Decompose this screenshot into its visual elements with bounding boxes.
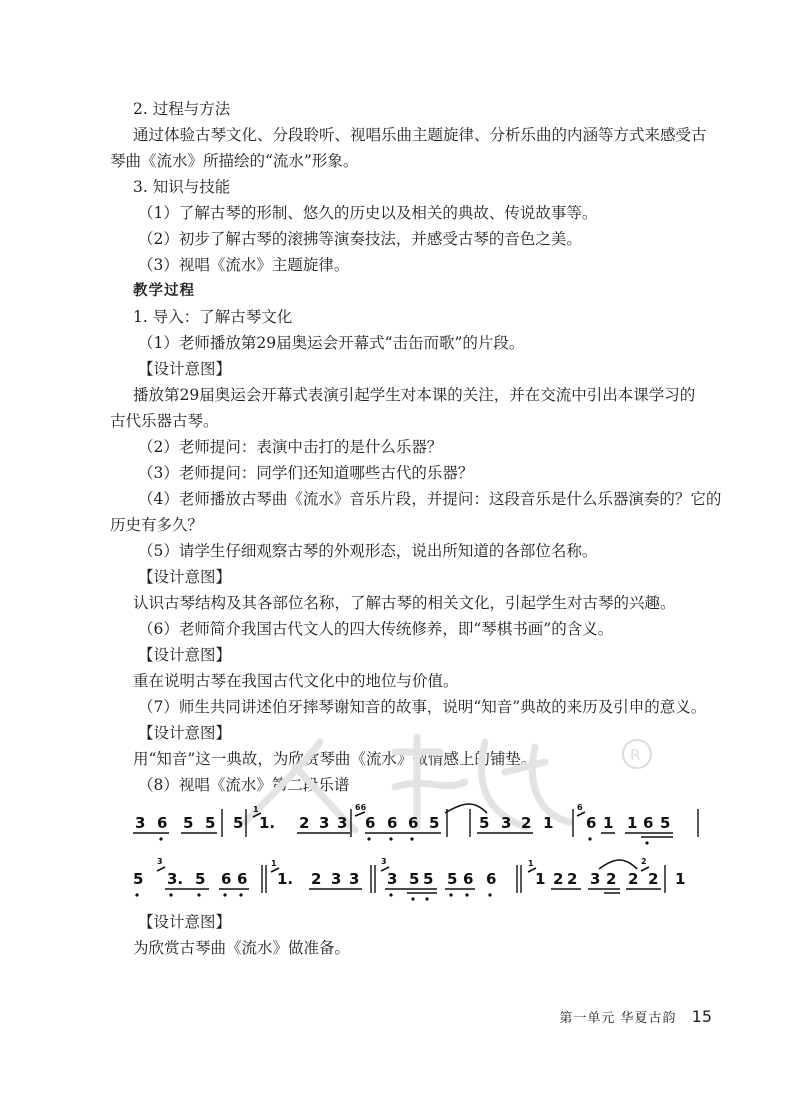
svg-text:5: 5 [133, 870, 144, 888]
svg-text:66: 66 [355, 803, 367, 812]
goal3-heading: 3. 知识与技能 [133, 178, 231, 196]
svg-text:1: 1 [627, 814, 638, 832]
svg-text:R: R [630, 746, 641, 764]
svg-text:3: 3 [337, 814, 348, 832]
design-intent-label: 【设计意图】 [138, 913, 232, 931]
score-row-1 [125, 795, 715, 851]
process-step: （7）师生共同讲述伯牙摔琴谢知音的故事，说明“知音”典故的来历及引申的意义。 [138, 698, 707, 716]
goal3-item: （3）视唱《流水》主题旋律。 [138, 256, 350, 274]
svg-text:1: 1 [271, 859, 277, 868]
svg-text:6: 6 [237, 870, 248, 888]
process-step: （8）视唱《流水》第二段乐谱 [138, 776, 350, 794]
process-intro: 1. 导入：了解古琴文化 [133, 308, 293, 326]
svg-text:2: 2 [567, 870, 578, 888]
svg-text:1: 1 [528, 859, 534, 868]
svg-text:6: 6 [463, 870, 474, 888]
goal2-heading: 2. 过程与方法 [133, 100, 231, 118]
unit-title: 第一单元 华夏古韵 [559, 1011, 677, 1026]
process-step: （4）老师播放古琴曲《流水》音乐片段，并提问：这段音乐是什么乐器演奏的？它的 [138, 490, 722, 508]
process-step-cont: 历史有多久？ [110, 516, 204, 534]
svg-text:5: 5 [409, 870, 420, 888]
design-intent-label: 【设计意图】 [138, 360, 232, 378]
svg-text:5: 5 [183, 814, 194, 832]
svg-text:2: 2 [628, 870, 639, 888]
svg-text:6: 6 [577, 803, 583, 812]
goal2-text-line1: 通过体验古琴文化、分段聆听、视唱乐曲主题旋律、分析乐曲的内涵等方式来感受古 [133, 126, 707, 144]
process-step: （2）老师提问：表演中击打的是什么乐器？ [138, 438, 443, 456]
svg-text:1: 1 [603, 814, 614, 832]
design-intent-text: 用“知音”这一典故，为欣赏琴曲《流水》做情感上的铺垫。 [133, 750, 537, 768]
svg-text:3: 3 [331, 870, 342, 888]
svg-text:5: 5 [479, 814, 490, 832]
svg-text:3: 3 [319, 814, 330, 832]
svg-text:2: 2 [553, 870, 564, 888]
design-intent-label: 【设计意图】 [138, 646, 232, 664]
svg-text:2: 2 [641, 857, 647, 866]
goal-process-method [110, 96, 722, 798]
svg-text:5: 5 [447, 870, 458, 888]
svg-text:1: 1 [535, 870, 546, 888]
jianpu-staff-row-1 [125, 795, 715, 851]
design-intent-text: 播放第29届奥运会开幕式表演引起学生对本课的关注，并在交流中引出本课学习的 [133, 386, 696, 404]
svg-text:1: 1 [543, 814, 554, 832]
svg-text:6: 6 [486, 870, 497, 888]
design-intent-text: 认识古琴结构及其各部位名称，了解古琴的相关文化，引起学生对古琴的兴趣。 [133, 594, 676, 612]
svg-text:6: 6 [387, 814, 398, 832]
goal3-item: （2）初步了解古琴的滚拂等演奏技法，并感受古琴的音色之美。 [138, 230, 582, 248]
svg-text:2: 2 [648, 870, 659, 888]
process-step: （6）老师简介我国古代文人的四大传统修养，即“琴棋书画”的含义。 [138, 620, 614, 638]
svg-text:2: 2 [311, 870, 322, 888]
svg-text:2: 2 [521, 814, 532, 832]
svg-text:2: 2 [299, 814, 310, 832]
design-intent-text: 为欣赏古琴曲《流水》做准备。 [133, 939, 351, 957]
goal2-text-line2: 琴曲《流水》所描绘的“流水”形象。 [110, 152, 359, 170]
process-heading: 教学过程 [133, 283, 195, 299]
svg-text:1: 1 [253, 805, 259, 814]
final-design-intent [110, 909, 710, 961]
svg-text:6: 6 [586, 814, 597, 832]
svg-text:3: 3 [381, 857, 387, 866]
svg-text:6: 6 [157, 814, 168, 832]
svg-text:5: 5 [195, 870, 206, 888]
process-step: （1）老师播放第29届奥运会开幕式“击缶而歌”的片段。 [138, 334, 525, 352]
design-intent-text: 古代乐器古琴。 [110, 412, 219, 430]
svg-text:5: 5 [660, 814, 671, 832]
svg-text:5: 5 [429, 814, 440, 832]
svg-text:3: 3 [135, 814, 146, 832]
page-footer [559, 1007, 712, 1026]
jianpu-staff-row-2 [125, 851, 715, 907]
svg-text:3: 3 [387, 870, 398, 888]
design-intent-label: 【设计意图】 [138, 568, 232, 586]
page-number: 15 [691, 1007, 712, 1026]
svg-text:6: 6 [643, 814, 654, 832]
goal3-item: （1）了解古琴的形制、悠久的历史以及相关的典故、传说故事等。 [138, 204, 598, 222]
svg-text:6: 6 [365, 814, 376, 832]
svg-text:1.: 1. [259, 814, 276, 832]
svg-text:6: 6 [221, 870, 232, 888]
design-intent-text: 重在说明古琴在我国古代文化中的地位与价值。 [133, 672, 459, 690]
design-intent-label: 【设计意图】 [138, 724, 232, 742]
svg-text:3.: 3. [167, 870, 184, 888]
svg-text:6: 6 [408, 814, 419, 832]
svg-text:5: 5 [423, 870, 434, 888]
svg-text:2: 2 [606, 870, 617, 888]
score-row-2 [125, 851, 715, 907]
svg-text:5: 5 [205, 814, 216, 832]
process-step: （5）请学生仔细观察古琴的外观形态，说出所知道的各部位名称。 [138, 542, 598, 560]
svg-text:1.: 1. [277, 870, 294, 888]
svg-text:1: 1 [675, 870, 686, 888]
svg-text:3: 3 [501, 814, 512, 832]
svg-text:5: 5 [233, 814, 244, 832]
process-step: （3）老师提问：同学们还知道哪些古代的乐器？ [138, 464, 474, 482]
svg-text:3: 3 [590, 870, 601, 888]
svg-text:3: 3 [157, 857, 163, 866]
svg-text:3: 3 [349, 870, 360, 888]
